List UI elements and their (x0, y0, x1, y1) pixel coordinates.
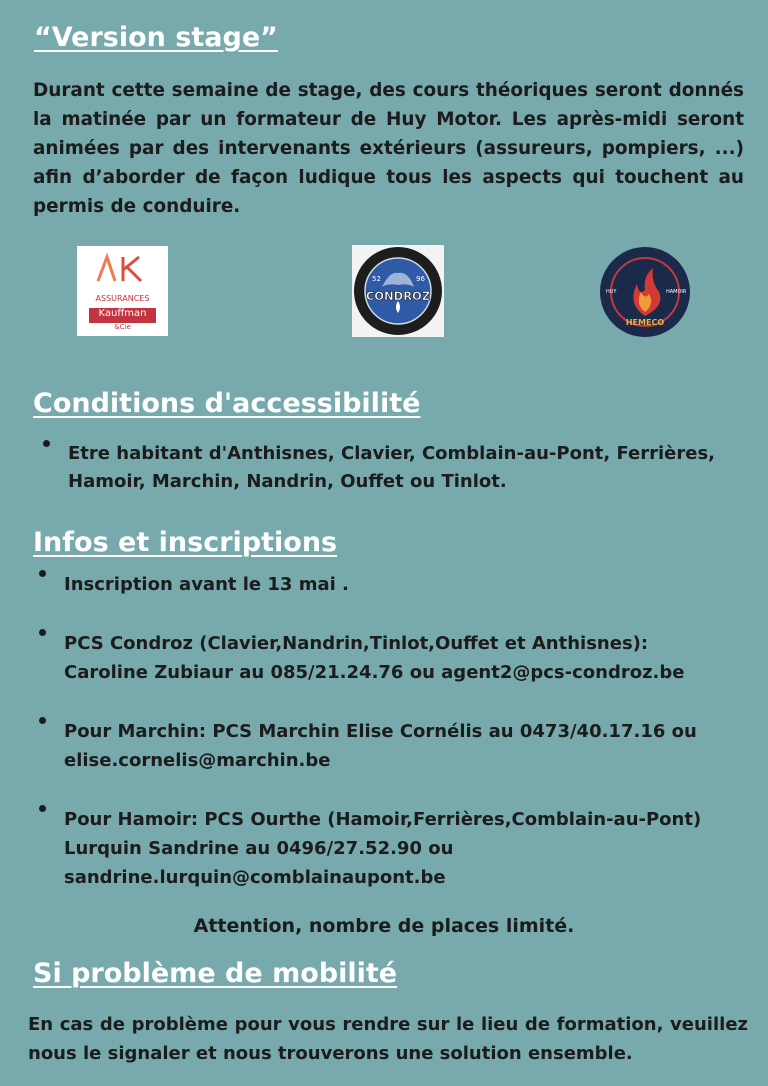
conditions-item: Etre habitant d'Anthisnes, Clavier, Comblain-au-Pont, Ferrières, Hamoir, Marchin, Nandrin, Ouffet ou Tinlot. (38, 440, 750, 496)
version-title: “Version stage” (34, 22, 278, 53)
kauffman-line1: ASSURANCES (95, 294, 150, 303)
mobilite-title: Si problème de mobilité (33, 958, 398, 989)
mobilite-paragraph: En cas de problème pour vous rendre sur le lieu de formation, veuillez nous le signaler et nous trouverons une solution ensemble. (28, 1014, 748, 1064)
infos-list (34, 570, 724, 892)
kauffman-line2: Kauffman (98, 308, 147, 319)
kauffman-logo (77, 246, 168, 336)
infos-item: Pour Hamoir: PCS Ourthe (Hamoir,Ferrières,Comblain-au-Pont) Lurquin Sandrine au 0496/27.52.90 ou sandrine.lurquin@comblainaupont.be (34, 805, 724, 892)
intro-paragraph: Durant cette semaine de stage, des cours théoriques seront donnés la matinée par un formateur de Huy Motor. Les après-midi seront animées par des intervenants extérieurs (assureurs, pompiers, ...) afin d’aborder de façon ludique tous les aspects qui touchent au permis de conduire. (33, 80, 744, 217)
attention-note: Attention, nombre de places limité. (193, 915, 575, 937)
condroz-police-logo (352, 245, 444, 337)
infos-item: Pour Marchin: PCS Marchin Elise Cornélis au 0473/40.17.16 ou elise.cornelis@marchin.be (34, 717, 724, 775)
condroz-num-left: 52 (372, 275, 381, 283)
condroz-name: CONDROZ (365, 289, 431, 303)
hemeco-logo (599, 246, 691, 338)
infos-item: PCS Condroz (Clavier,Nandrin,Tinlot,Ouffet et Anthisnes): Caroline Zubiaur au 085/21.24.76 ou agent2@pcs-condroz.be (34, 629, 724, 687)
kauffman-line3: &Cie (114, 323, 131, 331)
conditions-list (38, 440, 750, 496)
hemeco-left: HUY (606, 289, 617, 295)
condroz-num-right: 96 (416, 275, 425, 283)
infos-title: Infos et inscriptions (33, 527, 338, 558)
infos-item: Inscription avant le 13 mai . (34, 570, 724, 599)
conditions-title: Conditions d'accessibilité (33, 388, 421, 419)
hemeco-name: HEMECO (625, 318, 665, 327)
hemeco-right: HAMOIR (666, 289, 687, 295)
